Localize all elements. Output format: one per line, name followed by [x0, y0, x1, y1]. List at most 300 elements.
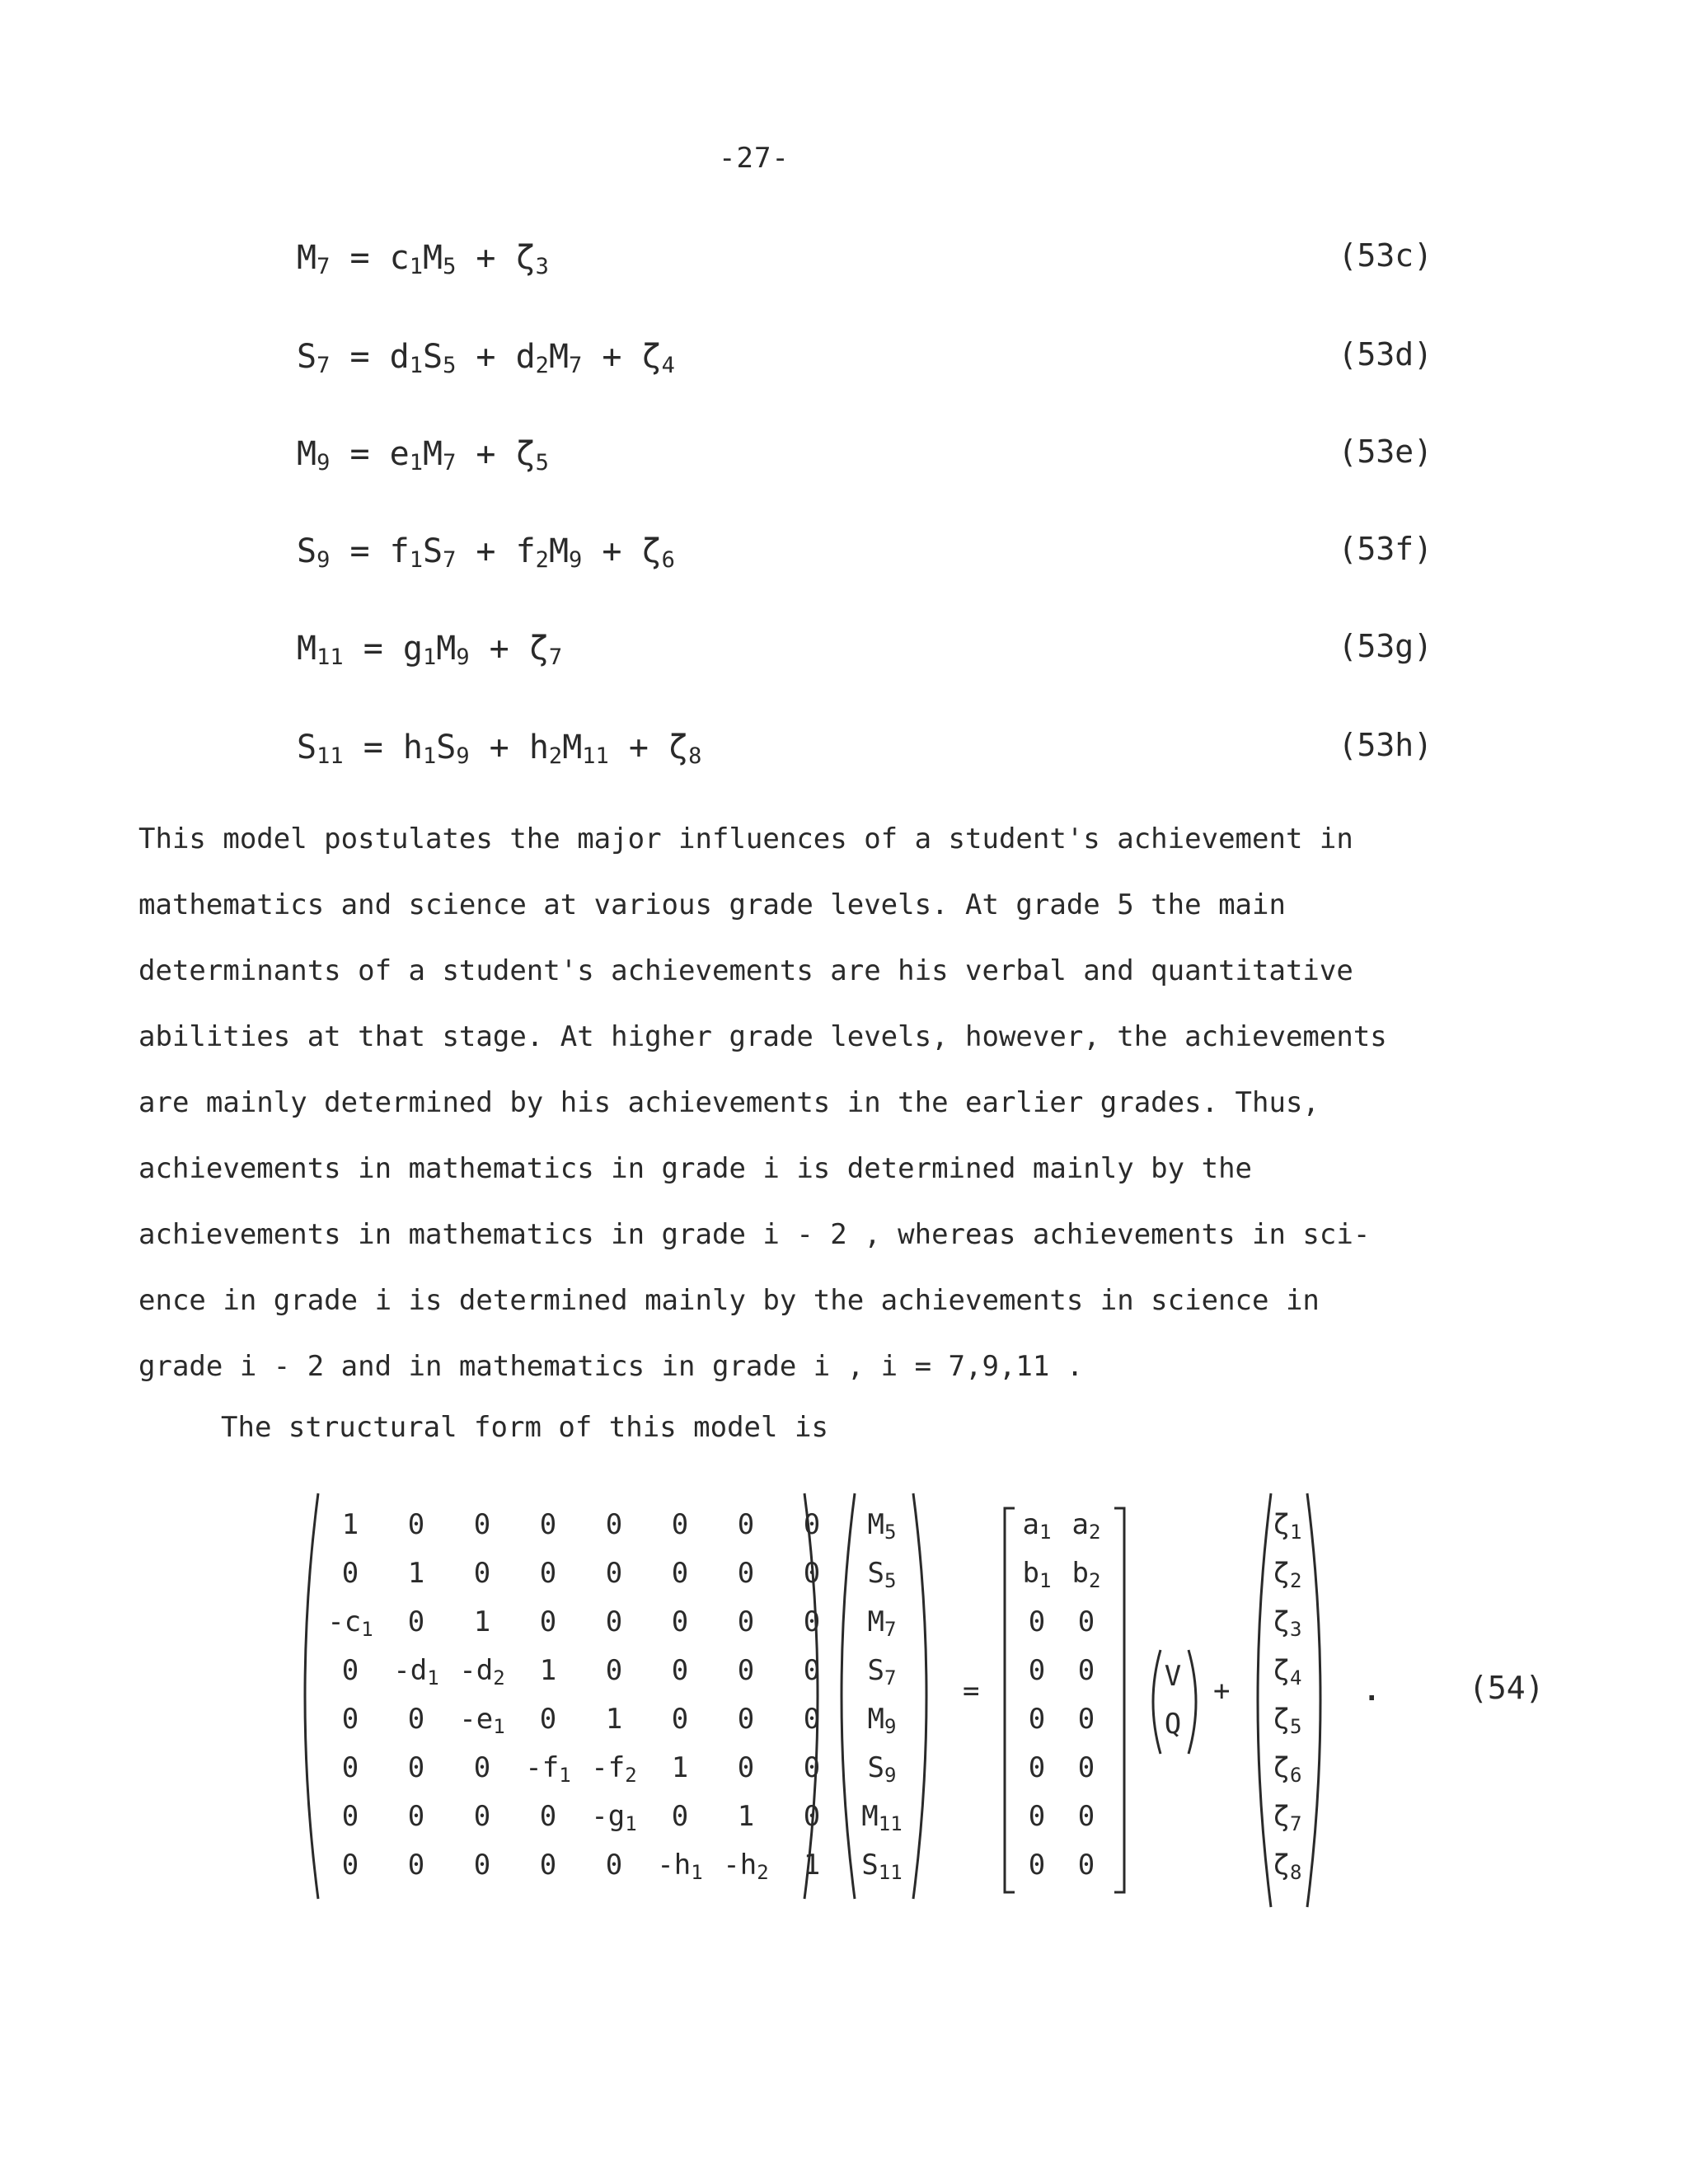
matrix-row: [317, 1694, 845, 1743]
equals-sign: =: [343, 630, 403, 668]
equals-sign: =: [330, 532, 390, 570]
matrix-entry: 1: [473, 1605, 491, 1638]
matrix-row: [1269, 1549, 1306, 1597]
matrix-entry: 0: [671, 1653, 689, 1687]
equation-term: $M_7$: [422, 435, 457, 476]
matrix-entry: 0: [1028, 1702, 1046, 1736]
matrix-cell: [383, 1694, 449, 1743]
matrix-row: [317, 1500, 845, 1549]
matrix-entry: $\zeta_8$: [1273, 1848, 1302, 1884]
plus-sign: +: [469, 630, 529, 668]
matrix-cell: [515, 1694, 581, 1743]
matrix-entry: 1: [341, 1507, 359, 1541]
matrix-cell: [647, 1500, 713, 1549]
equation-term: $M_{11}$: [562, 729, 609, 769]
equals-sign: =: [330, 239, 390, 277]
matrix-entry: 0: [407, 1799, 425, 1833]
matrix-cell: [1062, 1597, 1111, 1646]
equation-term: $d_1$: [389, 338, 423, 378]
matrix-cell: [713, 1792, 779, 1840]
equation-term: $\zeta_7$: [528, 630, 563, 670]
matrix-entry: 0: [407, 1507, 425, 1541]
equation-label-54: (54): [1469, 1670, 1545, 1706]
matrix-entry: 0: [605, 1653, 623, 1687]
matrix-entry: 0: [1077, 1702, 1095, 1736]
matrix-row: [1012, 1646, 1111, 1694]
matrix-entry: 0: [1028, 1848, 1046, 1882]
matrix-entry: 0: [473, 1556, 491, 1590]
matrix-row: [1269, 1694, 1306, 1743]
matrix-row: [1159, 1700, 1187, 1748]
y-vector-right-paren: [908, 1490, 941, 1902]
matrix-cell: [853, 1646, 911, 1694]
matrix-cell: [515, 1549, 581, 1597]
matrix-entry: 0: [539, 1556, 557, 1590]
matrix-cell: [647, 1743, 713, 1792]
matrix-cell: [1269, 1549, 1306, 1597]
matrix-entry: $-h_1$: [657, 1848, 703, 1884]
matrix-entry: $-e_1$: [459, 1702, 505, 1738]
matrix-row: [1012, 1743, 1111, 1792]
matrix-entry: 0: [605, 1556, 623, 1590]
matrix-entry: $\zeta_4$: [1273, 1653, 1302, 1690]
matrix-table: [1269, 1500, 1306, 1889]
matrix-cell: [1269, 1743, 1306, 1792]
matrix-cell: [853, 1840, 911, 1889]
matrix-row: [317, 1549, 845, 1597]
equation-term: $M_9$: [548, 532, 583, 573]
matrix-entry: 0: [341, 1556, 359, 1590]
matrix-entry: $\zeta_5$: [1273, 1702, 1302, 1738]
equation-term: $f_1$: [389, 532, 423, 573]
matrix-entry: $b_2$: [1071, 1556, 1101, 1592]
equation-term: $\zeta_6$: [641, 532, 675, 573]
matrix-cell: [1062, 1792, 1111, 1840]
zeta-vector: [1269, 1500, 1306, 1889]
matrix-cell: [1012, 1549, 1062, 1597]
equation-term: $S_5$: [422, 338, 457, 378]
matrix-row: [1159, 1652, 1187, 1700]
matrix-entry: 0: [473, 1507, 491, 1541]
matrix-cell: [317, 1549, 383, 1597]
matrix-cell: [317, 1792, 383, 1840]
paragraph-line: abilities at that stage. At higher grade levels, however, the achievements: [138, 1020, 1387, 1053]
matrix-cell: [647, 1549, 713, 1597]
paragraph-line: determinants of a student's achievements are his verbal and quantitative: [138, 954, 1353, 987]
matrix-entry: 1: [539, 1653, 557, 1687]
paragraph-line: ence in grade i is determined mainly by the achievements in science in: [138, 1284, 1320, 1317]
plus-sign: +: [582, 338, 642, 376]
equation-line: [297, 239, 549, 277]
matrix-row: [853, 1549, 911, 1597]
matrix-cell: [853, 1597, 911, 1646]
matrix-entry: 0: [737, 1556, 755, 1590]
equation-lhs: $M_7$: [297, 239, 331, 279]
matrix-entry: $-c_1$: [327, 1605, 373, 1641]
matrix-entry: 0: [1077, 1848, 1095, 1882]
matrix-entry: 1: [803, 1848, 821, 1882]
plus-sign: +: [456, 435, 516, 473]
matrix-entry: 0: [1028, 1799, 1046, 1833]
matrix-cell: [581, 1549, 647, 1597]
paragraph-line: This model postulates the major influences of a student's achievement in: [138, 823, 1353, 855]
matrix-entry: 0: [1077, 1653, 1095, 1687]
x-vector: [1159, 1652, 1187, 1748]
equals-sign: =: [343, 729, 403, 766]
matrix-entry: 1: [671, 1750, 689, 1784]
equation-term: $\zeta_5$: [515, 435, 549, 476]
matrix-cell: [383, 1743, 449, 1792]
matrix-cell: [449, 1597, 515, 1646]
matrix-entry: $\zeta_3$: [1273, 1605, 1302, 1641]
matrix-cell: [515, 1500, 581, 1549]
matrix-cell: [713, 1549, 779, 1597]
equation-label: (53c): [1338, 237, 1432, 274]
matrix-entry: 1: [737, 1799, 755, 1833]
matrix-entry: 0: [671, 1799, 689, 1833]
matrix-entry: $-f_2$: [591, 1750, 637, 1787]
matrix-entry: 0: [1077, 1799, 1095, 1833]
matrix-entry: 0: [605, 1848, 623, 1882]
matrix-entry: 0: [737, 1653, 755, 1687]
matrix-row: [1269, 1597, 1306, 1646]
y-vector: [853, 1500, 911, 1889]
matrix-cell: [581, 1694, 647, 1743]
matrix-cell: [1062, 1549, 1111, 1597]
matrix-cell: [647, 1840, 713, 1889]
matrix-entry: Q: [1164, 1708, 1182, 1741]
matrix-cell: [853, 1792, 911, 1840]
matrix-row: [853, 1792, 911, 1840]
paragraph-line: mathematics and science at various grade levels. At grade 5 the main: [138, 888, 1286, 921]
matrix-entry: 1: [407, 1556, 425, 1590]
matrix-cell: [713, 1743, 779, 1792]
matrix-entry: V: [1164, 1660, 1182, 1693]
matrix-entry: 0: [803, 1605, 821, 1638]
matrix-cell: [1012, 1646, 1062, 1694]
plus-sign: +: [582, 532, 642, 570]
matrix-entry: $\zeta_1$: [1273, 1507, 1302, 1544]
x-vector-right-paren: [1185, 1648, 1205, 1755]
equation-line: [297, 630, 562, 668]
matrix-entry: 0: [1028, 1605, 1046, 1638]
equals-sign: =: [963, 1675, 980, 1708]
matrix-entry: 0: [803, 1653, 821, 1687]
gamma-matrix: [1012, 1500, 1111, 1889]
matrix-entry: 0: [407, 1848, 425, 1882]
matrix-cell: [853, 1500, 911, 1549]
matrix-entry: 0: [737, 1605, 755, 1638]
matrix-table: [1012, 1500, 1111, 1889]
body-paragraph: [138, 806, 1424, 1399]
matrix-row: [1012, 1597, 1111, 1646]
matrix-cell: [317, 1694, 383, 1743]
equation-term: $h_2$: [528, 729, 563, 769]
matrix-row: [1012, 1694, 1111, 1743]
equals-sign: =: [330, 435, 390, 473]
matrix-entry: $M_9$: [867, 1702, 897, 1738]
plus-sign: +: [469, 729, 529, 766]
matrix-entry: 0: [341, 1848, 359, 1882]
zeta-vector-right-paren: [1302, 1490, 1335, 1910]
matrix-row: [1269, 1646, 1306, 1694]
matrix-entry: 0: [407, 1702, 425, 1736]
matrix-cell: [1269, 1792, 1306, 1840]
matrix-row: [1269, 1840, 1306, 1889]
matrix-entry: 0: [473, 1750, 491, 1784]
matrix-cell: [1012, 1792, 1062, 1840]
equation-term: $g_1$: [402, 630, 437, 670]
equation-label: (53h): [1338, 727, 1432, 763]
matrix-cell: [449, 1549, 515, 1597]
equation-line: [297, 435, 549, 476]
matrix-entry: 0: [473, 1848, 491, 1882]
matrix-cell: [713, 1597, 779, 1646]
matrix-entry: $S_5$: [867, 1556, 897, 1592]
matrix-entry: 0: [803, 1507, 821, 1541]
paragraph-line: achievements in mathematics in grade i - 2 , whereas achievements in sci-: [138, 1218, 1371, 1251]
matrix-cell: [515, 1646, 581, 1694]
matrix-cell: [853, 1549, 911, 1597]
matrix-entry: $a_2$: [1071, 1507, 1101, 1544]
matrix-cell: [581, 1840, 647, 1889]
equation-term: $f_2$: [515, 532, 549, 573]
equals-sign: =: [330, 338, 390, 376]
matrix-cell: [1012, 1597, 1062, 1646]
matrix-entry: 0: [341, 1653, 359, 1687]
b-matrix: [317, 1500, 845, 1889]
matrix-cell: [1062, 1646, 1111, 1694]
matrix-cell: [1269, 1500, 1306, 1549]
matrix-entry: 0: [803, 1750, 821, 1784]
matrix-entry: 0: [671, 1507, 689, 1541]
equation-term: $S_7$: [422, 532, 457, 573]
matrix-cell: [1012, 1500, 1062, 1549]
matrix-entry: 0: [539, 1605, 557, 1638]
matrix-entry: 0: [671, 1605, 689, 1638]
matrix-row: [317, 1597, 845, 1646]
equation-term: $\zeta_3$: [515, 239, 549, 279]
matrix-entry: 0: [671, 1556, 689, 1590]
period: .: [1363, 1675, 1381, 1708]
matrix-cell: [581, 1792, 647, 1840]
matrix-cell: [515, 1840, 581, 1889]
equation-label: (53d): [1338, 336, 1432, 373]
matrix-cell: [1012, 1840, 1062, 1889]
matrix-entry: 0: [341, 1702, 359, 1736]
matrix-cell: [1269, 1694, 1306, 1743]
matrix-table: [853, 1500, 911, 1889]
matrix-row: [853, 1646, 911, 1694]
matrix-entry: $-g_1$: [591, 1799, 637, 1835]
matrix-cell: [581, 1646, 647, 1694]
plus-sign: +: [1213, 1675, 1231, 1708]
matrix-cell: [581, 1597, 647, 1646]
plus-sign: +: [456, 338, 516, 376]
matrix-cell: [449, 1792, 515, 1840]
matrix-cell: [581, 1743, 647, 1792]
matrix-entry: $b_1$: [1022, 1556, 1052, 1592]
matrix-row: [317, 1743, 845, 1792]
matrix-entry: $M_5$: [867, 1507, 897, 1544]
matrix-entry: 0: [341, 1799, 359, 1833]
matrix-entry: $\zeta_7$: [1273, 1799, 1302, 1835]
matrix-entry: $\zeta_6$: [1273, 1750, 1302, 1787]
matrix-cell: [383, 1646, 449, 1694]
matrix-cell: [515, 1597, 581, 1646]
equation-label: (53e): [1338, 434, 1432, 470]
matrix-cell: [1159, 1652, 1187, 1700]
matrix-cell: [317, 1840, 383, 1889]
matrix-cell: [713, 1694, 779, 1743]
equation-term: $M_9$: [436, 630, 470, 670]
matrix-row: [1012, 1549, 1111, 1597]
matrix-cell: [449, 1743, 515, 1792]
matrix-cell: [1062, 1743, 1111, 1792]
matrix-entry: $a_1$: [1022, 1507, 1052, 1544]
matrix-entry: $\zeta_2$: [1273, 1556, 1302, 1592]
equation-label: (53g): [1338, 628, 1432, 664]
matrix-entry: 0: [803, 1556, 821, 1590]
matrix-cell: [713, 1646, 779, 1694]
equation-term: $S_9$: [436, 729, 470, 769]
matrix-cell: [317, 1597, 383, 1646]
equation-term: $M_5$: [422, 239, 457, 279]
matrix-row: [317, 1646, 845, 1694]
matrix-cell: [383, 1597, 449, 1646]
matrix-cell: [1269, 1840, 1306, 1889]
matrix-cell: [647, 1792, 713, 1840]
equation-term: $h_1$: [402, 729, 437, 769]
matrix-entry: 0: [737, 1702, 755, 1736]
matrix-cell: [515, 1792, 581, 1840]
matrix-row: [853, 1840, 911, 1889]
matrix-entry: $-d_2$: [459, 1653, 505, 1690]
matrix-table: [1159, 1652, 1187, 1748]
matrix-row: [317, 1792, 845, 1840]
matrix-cell: [383, 1500, 449, 1549]
equation-line: [297, 729, 702, 769]
matrix-row: [1269, 1743, 1306, 1792]
matrix-entry: 0: [539, 1507, 557, 1541]
matrix-entry: 1: [605, 1702, 623, 1736]
equation-lhs: $S_9$: [297, 532, 331, 573]
matrix-cell: [1012, 1743, 1062, 1792]
matrix-cell: [713, 1500, 779, 1549]
equation-lhs: $M_{11}$: [297, 630, 344, 670]
matrix-cell: [1062, 1840, 1111, 1889]
matrix-cell: [317, 1646, 383, 1694]
matrix-cell: [1062, 1694, 1111, 1743]
plus-sign: +: [456, 532, 516, 570]
matrix-entry: 0: [737, 1750, 755, 1784]
matrix-entry: $S_{11}$: [861, 1848, 903, 1884]
equation-term: $c_1$: [389, 239, 423, 279]
matrix-row: [1012, 1840, 1111, 1889]
matrix-entry: 0: [671, 1702, 689, 1736]
equation-lhs: $S_{11}$: [297, 729, 344, 769]
matrix-entry: $-h_2$: [723, 1848, 769, 1884]
matrix-cell: [1012, 1694, 1062, 1743]
matrix-cell: [449, 1840, 515, 1889]
matrix-cell: [713, 1840, 779, 1889]
matrix-cell: [581, 1500, 647, 1549]
matrix-row: [853, 1743, 911, 1792]
equation-term: $e_1$: [389, 435, 423, 476]
matrix-entry: 0: [407, 1605, 425, 1638]
paragraph-line: are mainly determined by his achievements in the earlier grades. Thus,: [138, 1086, 1320, 1119]
matrix-row: [1269, 1792, 1306, 1840]
matrix-cell: [853, 1694, 911, 1743]
matrix-cell: [449, 1646, 515, 1694]
matrix-row: [853, 1694, 911, 1743]
matrix-cell: [1269, 1646, 1306, 1694]
equation-term: $d_2$: [515, 338, 549, 378]
matrix-entry: 0: [605, 1507, 623, 1541]
matrix-row: [853, 1500, 911, 1549]
equation-term: $\zeta_8$: [668, 729, 702, 769]
matrix-entry: 0: [1077, 1605, 1095, 1638]
matrix-cell: [647, 1597, 713, 1646]
matrix-row: [1269, 1500, 1306, 1549]
paragraph-line: grade i - 2 and in mathematics in grade i , i = 7,9,11 .: [138, 1350, 1084, 1383]
matrix-cell: [383, 1840, 449, 1889]
equation-label: (53f): [1338, 531, 1432, 567]
matrix-cell: [383, 1792, 449, 1840]
matrix-cell: [317, 1500, 383, 1549]
matrix-entry: 0: [803, 1799, 821, 1833]
matrix-cell: [853, 1743, 911, 1792]
matrix-entry: 0: [605, 1605, 623, 1638]
matrix-table: [317, 1500, 845, 1889]
matrix-row: [1012, 1500, 1111, 1549]
matrix-entry: 0: [1028, 1750, 1046, 1784]
matrix-cell: [515, 1743, 581, 1792]
paragraph-line: achievements in mathematics in grade i is determined mainly by the: [138, 1152, 1253, 1185]
equation-lhs: $M_9$: [297, 435, 331, 476]
matrix-cell: [449, 1694, 515, 1743]
matrix-cell: [647, 1694, 713, 1743]
matrix-entry: $M_7$: [867, 1605, 897, 1641]
matrix-entry: 0: [1077, 1750, 1095, 1784]
equation-line: [297, 532, 675, 573]
matrix-row: [317, 1840, 845, 1889]
matrix-entry: 0: [341, 1750, 359, 1784]
matrix-entry: 0: [803, 1702, 821, 1736]
matrix-entry: 0: [737, 1507, 755, 1541]
gamma-matrix-right-bracket: [1111, 1507, 1128, 1894]
matrix-entry: $-d_1$: [393, 1653, 439, 1690]
matrix-cell: [449, 1500, 515, 1549]
equation-lhs: $S_7$: [297, 338, 331, 378]
matrix-entry: 0: [539, 1848, 557, 1882]
matrix-entry: 0: [473, 1799, 491, 1833]
matrix-cell: [1269, 1597, 1306, 1646]
matrix-entry: 0: [407, 1750, 425, 1784]
plus-sign: +: [456, 239, 516, 277]
structural-form-intro: The structural form of this model is: [221, 1411, 828, 1444]
matrix-entry: 0: [539, 1799, 557, 1833]
matrix-entry: $M_{11}$: [861, 1799, 903, 1835]
equation-term: $\zeta_4$: [641, 338, 675, 378]
matrix-cell: [1159, 1700, 1187, 1748]
matrix-row: [1012, 1792, 1111, 1840]
page-number: -27-: [719, 142, 790, 175]
matrix-cell: [383, 1549, 449, 1597]
matrix-entry: $S_7$: [867, 1653, 897, 1690]
matrix-entry: $S_9$: [867, 1750, 897, 1787]
matrix-entry: 0: [539, 1702, 557, 1736]
